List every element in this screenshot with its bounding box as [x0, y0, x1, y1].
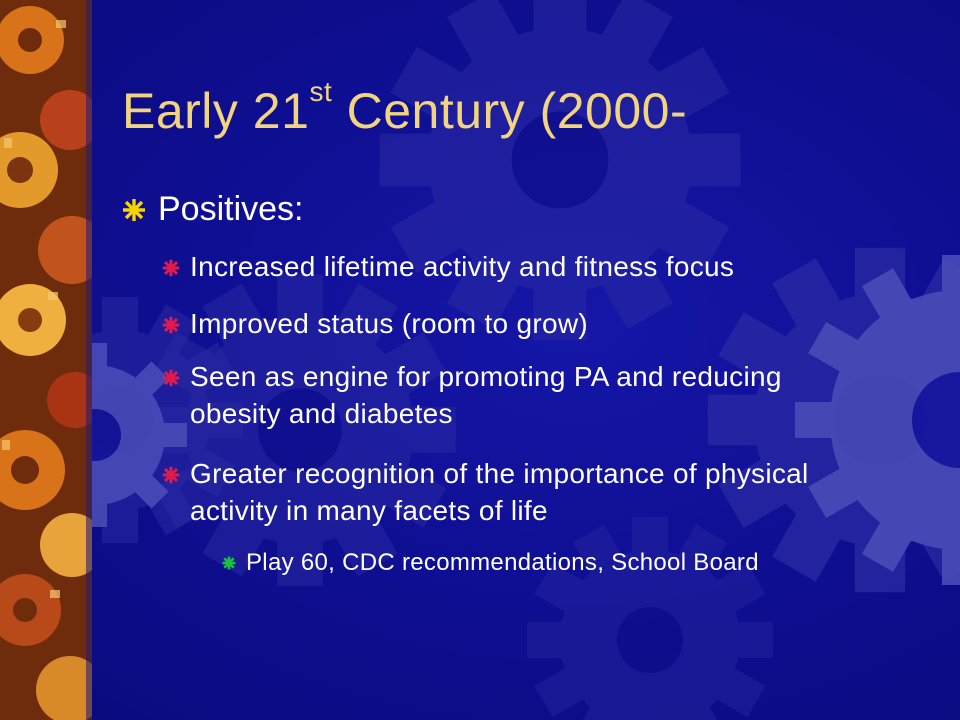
bullet-item — [162, 248, 910, 285]
title-rest: Century (2000- — [332, 83, 688, 139]
bullet-positives — [122, 190, 304, 229]
asterisk-bullet-icon — [122, 198, 146, 222]
asterisk-bullet-icon — [162, 316, 180, 334]
bullet-item — [162, 358, 830, 432]
decorative-gear-strip — [0, 0, 92, 720]
sub-bullet-item-label: Play 60, CDC recommendations, School Board — [246, 549, 759, 576]
asterisk-bullet-icon — [222, 556, 236, 570]
bullet-item — [162, 455, 880, 529]
bullet-positives-label: Positives: — [158, 190, 304, 228]
bullet-item-label: Improved status (room to grow) — [190, 308, 589, 339]
slide-title — [122, 76, 688, 140]
asterisk-bullet-icon — [162, 466, 180, 484]
bullet-item — [162, 305, 910, 342]
asterisk-bullet-icon — [162, 259, 180, 277]
bullet-item-label: Greater recognition of the importance of physical activity in many facets of life — [190, 458, 809, 526]
sub-bullet-item — [222, 549, 759, 577]
title-superscript: st — [309, 76, 333, 107]
asterisk-bullet-icon — [162, 369, 180, 387]
bullet-item-label: Seen as engine for promoting PA and reducing obesity and diabetes — [190, 361, 782, 429]
orange-gears-icon — [0, 0, 92, 720]
title-main: Early 21 — [122, 83, 310, 139]
bullet-item-label: Increased lifetime activity and fitness focus — [190, 251, 735, 282]
